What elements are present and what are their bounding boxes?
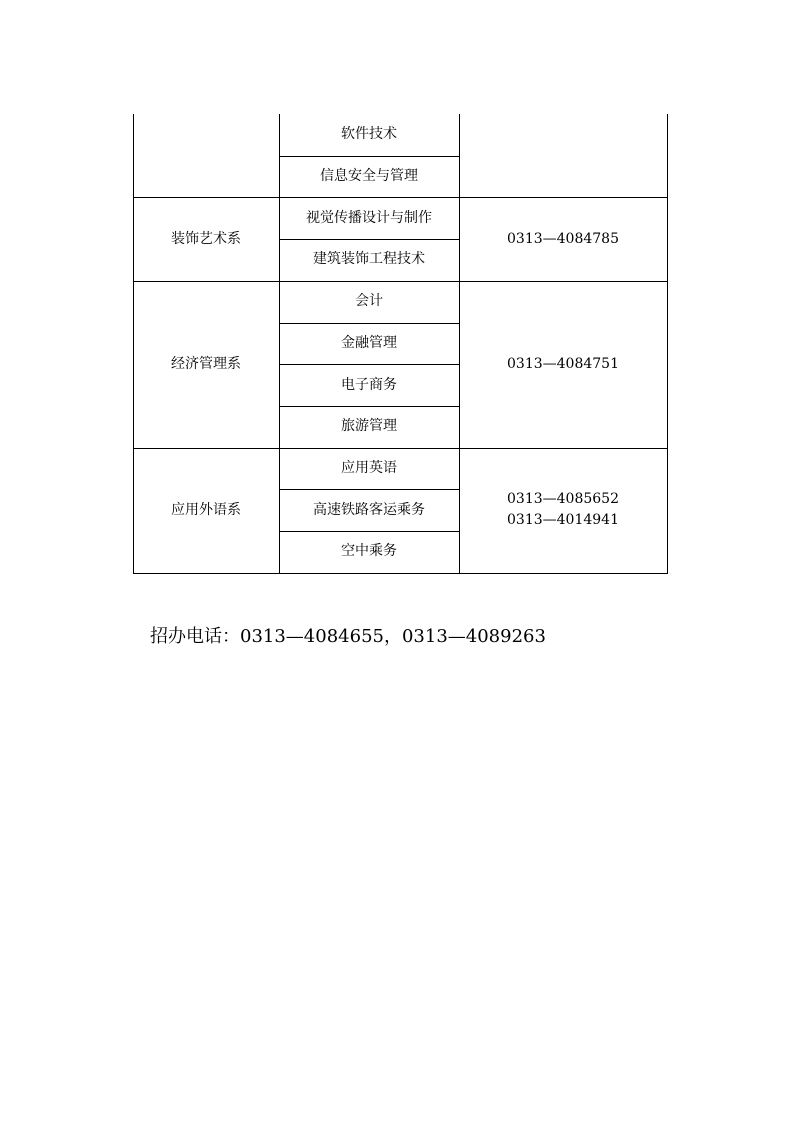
group-divider (133, 448, 668, 449)
department-name: 经济管理系 (171, 355, 241, 372)
major-name: 电子商务 (341, 376, 397, 393)
major-name: 高速铁路客运乘务 (313, 501, 425, 518)
department-name: 装饰艺术系 (171, 230, 241, 247)
row-divider (279, 323, 460, 324)
row-divider (279, 531, 460, 532)
major-name: 建筑装饰工程技术 (313, 251, 425, 268)
row-divider (279, 489, 460, 490)
phone-cell (459, 448, 667, 573)
major-cell (279, 114, 459, 156)
group-divider (133, 281, 668, 282)
major-name: 应用英语 (341, 459, 397, 476)
major-cell (279, 448, 459, 490)
department-name: 应用外语系 (171, 501, 241, 518)
table-bottom-border (133, 573, 668, 574)
major-name: 信息安全与管理 (320, 168, 418, 185)
department-cell (133, 114, 279, 197)
major-cell (279, 239, 459, 281)
table-right-border (667, 114, 668, 574)
major-cell (279, 406, 459, 448)
phone-cell (459, 197, 667, 280)
department-cell (133, 197, 279, 280)
major-cell (279, 531, 459, 573)
row-divider (279, 364, 460, 365)
column-divider-2 (459, 114, 460, 574)
row-divider (279, 406, 460, 407)
group-divider (133, 197, 668, 198)
major-name: 软件技术 (341, 126, 397, 143)
table-left-border (133, 114, 134, 574)
department-cell (133, 281, 279, 448)
major-cell (279, 323, 459, 365)
major-cell (279, 364, 459, 406)
major-cell (279, 489, 459, 531)
phone-number: 0313—4085652 (507, 491, 619, 508)
major-cell (279, 281, 459, 323)
major-name: 空中乘务 (341, 543, 397, 560)
major-name: 视觉传播设计与制作 (306, 209, 432, 226)
phone-cell (459, 114, 667, 197)
phone-number: 0313—4014941 (507, 512, 619, 529)
department-cell (133, 448, 279, 573)
major-cell (279, 156, 459, 198)
major-cell (279, 197, 459, 239)
phone-cell (459, 281, 667, 448)
admissions-hotline: 招办电话：0313—4084655，0313—4089263 (150, 626, 546, 647)
phone-number: 0313—4084785 (507, 230, 619, 247)
major-name: 金融管理 (341, 334, 397, 351)
phone-number: 0313—4084751 (507, 355, 619, 372)
major-name: 旅游管理 (341, 418, 397, 435)
row-divider (279, 239, 460, 240)
major-name: 会计 (355, 293, 383, 310)
column-divider-1 (279, 114, 280, 574)
row-divider (279, 156, 460, 157)
